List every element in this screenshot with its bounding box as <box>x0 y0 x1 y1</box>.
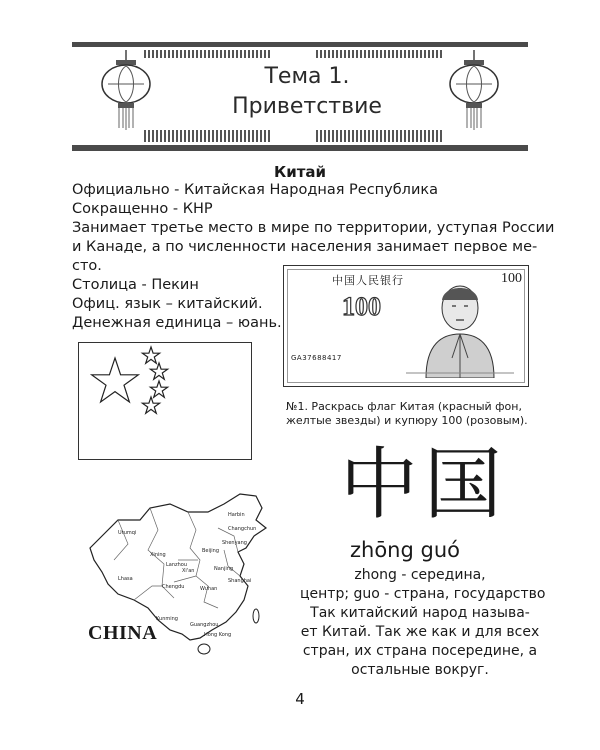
explanation-line: ет Китай. Так же как и для всех <box>300 624 540 640</box>
map-city-label: Hong Kong <box>204 632 232 638</box>
banknote-corner-value: 100 <box>501 271 522 286</box>
banknote-100-yuan <box>283 265 529 387</box>
banknote-serial: GA37688417 <box>291 354 342 362</box>
banner-fringe-left <box>144 50 272 58</box>
banner-bottom-rule <box>72 145 528 151</box>
banknote-bank-name: 中国人民银行 <box>332 274 404 287</box>
flag-small-star <box>142 397 159 413</box>
lantern-icon <box>98 50 154 130</box>
explanation-line: стран, их страна посередине, а <box>302 643 538 659</box>
map-city-label: Lanzhou <box>166 562 188 568</box>
text-line: сто. <box>72 258 102 274</box>
coloring-task <box>286 400 536 428</box>
map-city-label: Urumqi <box>118 530 137 536</box>
pinyin-zhongguo: zhōng guó <box>350 538 460 562</box>
map-city-label: Changchun <box>228 526 257 532</box>
topic-banner <box>72 42 528 152</box>
caption-line: желтые звезды) и купюру 100 (розовым). <box>286 414 528 427</box>
banner-fringe-bottom-left <box>144 130 272 142</box>
map-city-label: Shanghai <box>228 578 252 584</box>
banner-fringe-right <box>316 50 444 58</box>
map-city-label: Guangzhou <box>190 622 219 628</box>
map-country-label: CHINA <box>88 622 158 644</box>
map-city-label: Harbin <box>228 512 245 518</box>
topic-name: Приветствие <box>232 94 382 119</box>
caption-line: №1. Раскрась флаг Китая (красный фон, <box>286 400 522 413</box>
explanation-line: Так китайский народ называ- <box>310 605 530 621</box>
hanzi-zhongguo: 中国 <box>340 440 509 530</box>
map-city-label: Wuhan <box>200 586 218 592</box>
text-line: Столица - Пекин <box>72 277 199 293</box>
flag-big-star <box>92 358 139 402</box>
page-number: 4 <box>295 690 305 708</box>
map-city-label: Xi'an <box>182 568 195 574</box>
topic-number: Тема 1. <box>264 64 350 89</box>
text-line: Официально - Китайская Народная Республика <box>72 182 439 198</box>
map-city-label: Shenyang <box>222 540 247 546</box>
explanation-line: остальные вокруг. <box>351 662 489 678</box>
flag-small-star <box>142 347 159 363</box>
text-line: Занимает третье место в мире по территории, уступая России <box>72 220 555 236</box>
banknote-denomination: 100 <box>342 292 381 321</box>
map-city-label: Lhasa <box>118 576 133 582</box>
map-city-label: Beijing <box>202 548 220 554</box>
flag-small-star <box>150 363 167 379</box>
text-line: и Канаде, а по численности населения занимает первое ме- <box>72 239 538 255</box>
flag-small-star <box>150 381 167 397</box>
banner-top-rule <box>72 42 528 47</box>
portrait-illustration <box>406 278 514 378</box>
lantern-icon <box>446 50 502 130</box>
map-city-label: Kunming <box>156 616 178 622</box>
explanation-line: zhong - середина, <box>354 567 486 583</box>
topic-title <box>222 62 392 122</box>
map-city-label: Nanjing <box>214 566 234 572</box>
map-city-label: Xining <box>150 552 166 558</box>
section-title: Китай <box>273 163 327 181</box>
text-line: Денежная единица – юань. <box>72 315 282 331</box>
map-city-label: Chengdu <box>162 584 185 590</box>
banner-fringe-bottom-right <box>316 130 444 142</box>
text-line: Сокращенно - КНР <box>72 201 213 217</box>
text-line: Офиц. язык – китайский. <box>72 296 263 312</box>
china-flag-outline <box>78 342 252 460</box>
explanation-line: центр; guo - страна, государство <box>300 586 546 602</box>
